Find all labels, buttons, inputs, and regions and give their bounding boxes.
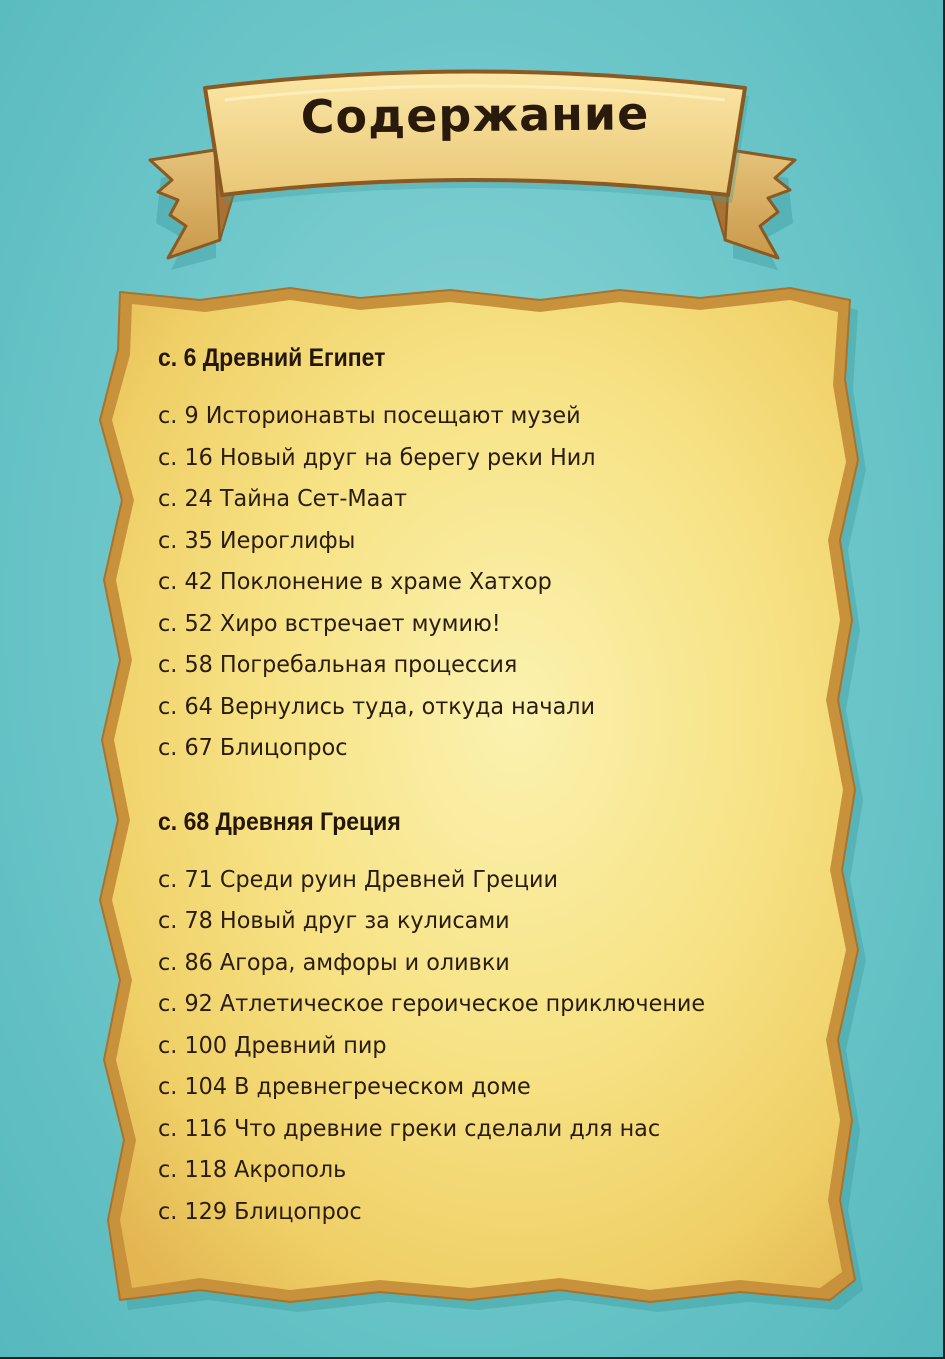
toc-entry: с. 116 Что древние греки сделали для нас (158, 1115, 661, 1142)
table-of-contents (158, 340, 798, 1233)
toc-entry: с. 104 В древнегреческом доме (158, 1074, 531, 1100)
toc-entry: с. 67 Блицопрос (158, 735, 348, 761)
toc-entry: с. 35 Иероглифы (158, 527, 356, 554)
toc-entry: с. 24 Тайна Сет-Маат (158, 486, 408, 512)
toc-entry: с. 16 Новый друг на берегу реки Нил (158, 444, 596, 471)
toc-entry: с. 118 Акрополь (158, 1157, 347, 1183)
section-heading-greece: с. 68 Древняя Греция (158, 807, 401, 836)
toc-entry: с. 64 Вернулись туда, откуда начали (158, 693, 596, 720)
section-heading-egypt: с. 6 Древний Египет (158, 344, 386, 372)
toc-entry: с. 86 Агора, амфоры и оливки (158, 949, 510, 976)
toc-entry: с. 58 Погребальная процессия (158, 652, 518, 678)
toc-entry: с. 71 Среди руин Древней Греции (158, 866, 559, 893)
page-title: Содержание (300, 86, 650, 144)
toc-entry: с. 52 Хиро встречает мумию! (158, 610, 501, 637)
toc-entry: с. 42 Поклонение в храме Хатхор (158, 569, 552, 595)
toc-entry: с. 78 Новый друг за кулисами (158, 908, 510, 934)
toc-entry: с. 100 Древний пир (158, 1032, 387, 1059)
toc-entry: с. 92 Атлетическое героическое приключение (158, 991, 706, 1017)
toc-entry: с. 9 Историонавты посещают музей (158, 403, 581, 429)
toc-entry: с. 129 Блицопрос (158, 1198, 362, 1225)
